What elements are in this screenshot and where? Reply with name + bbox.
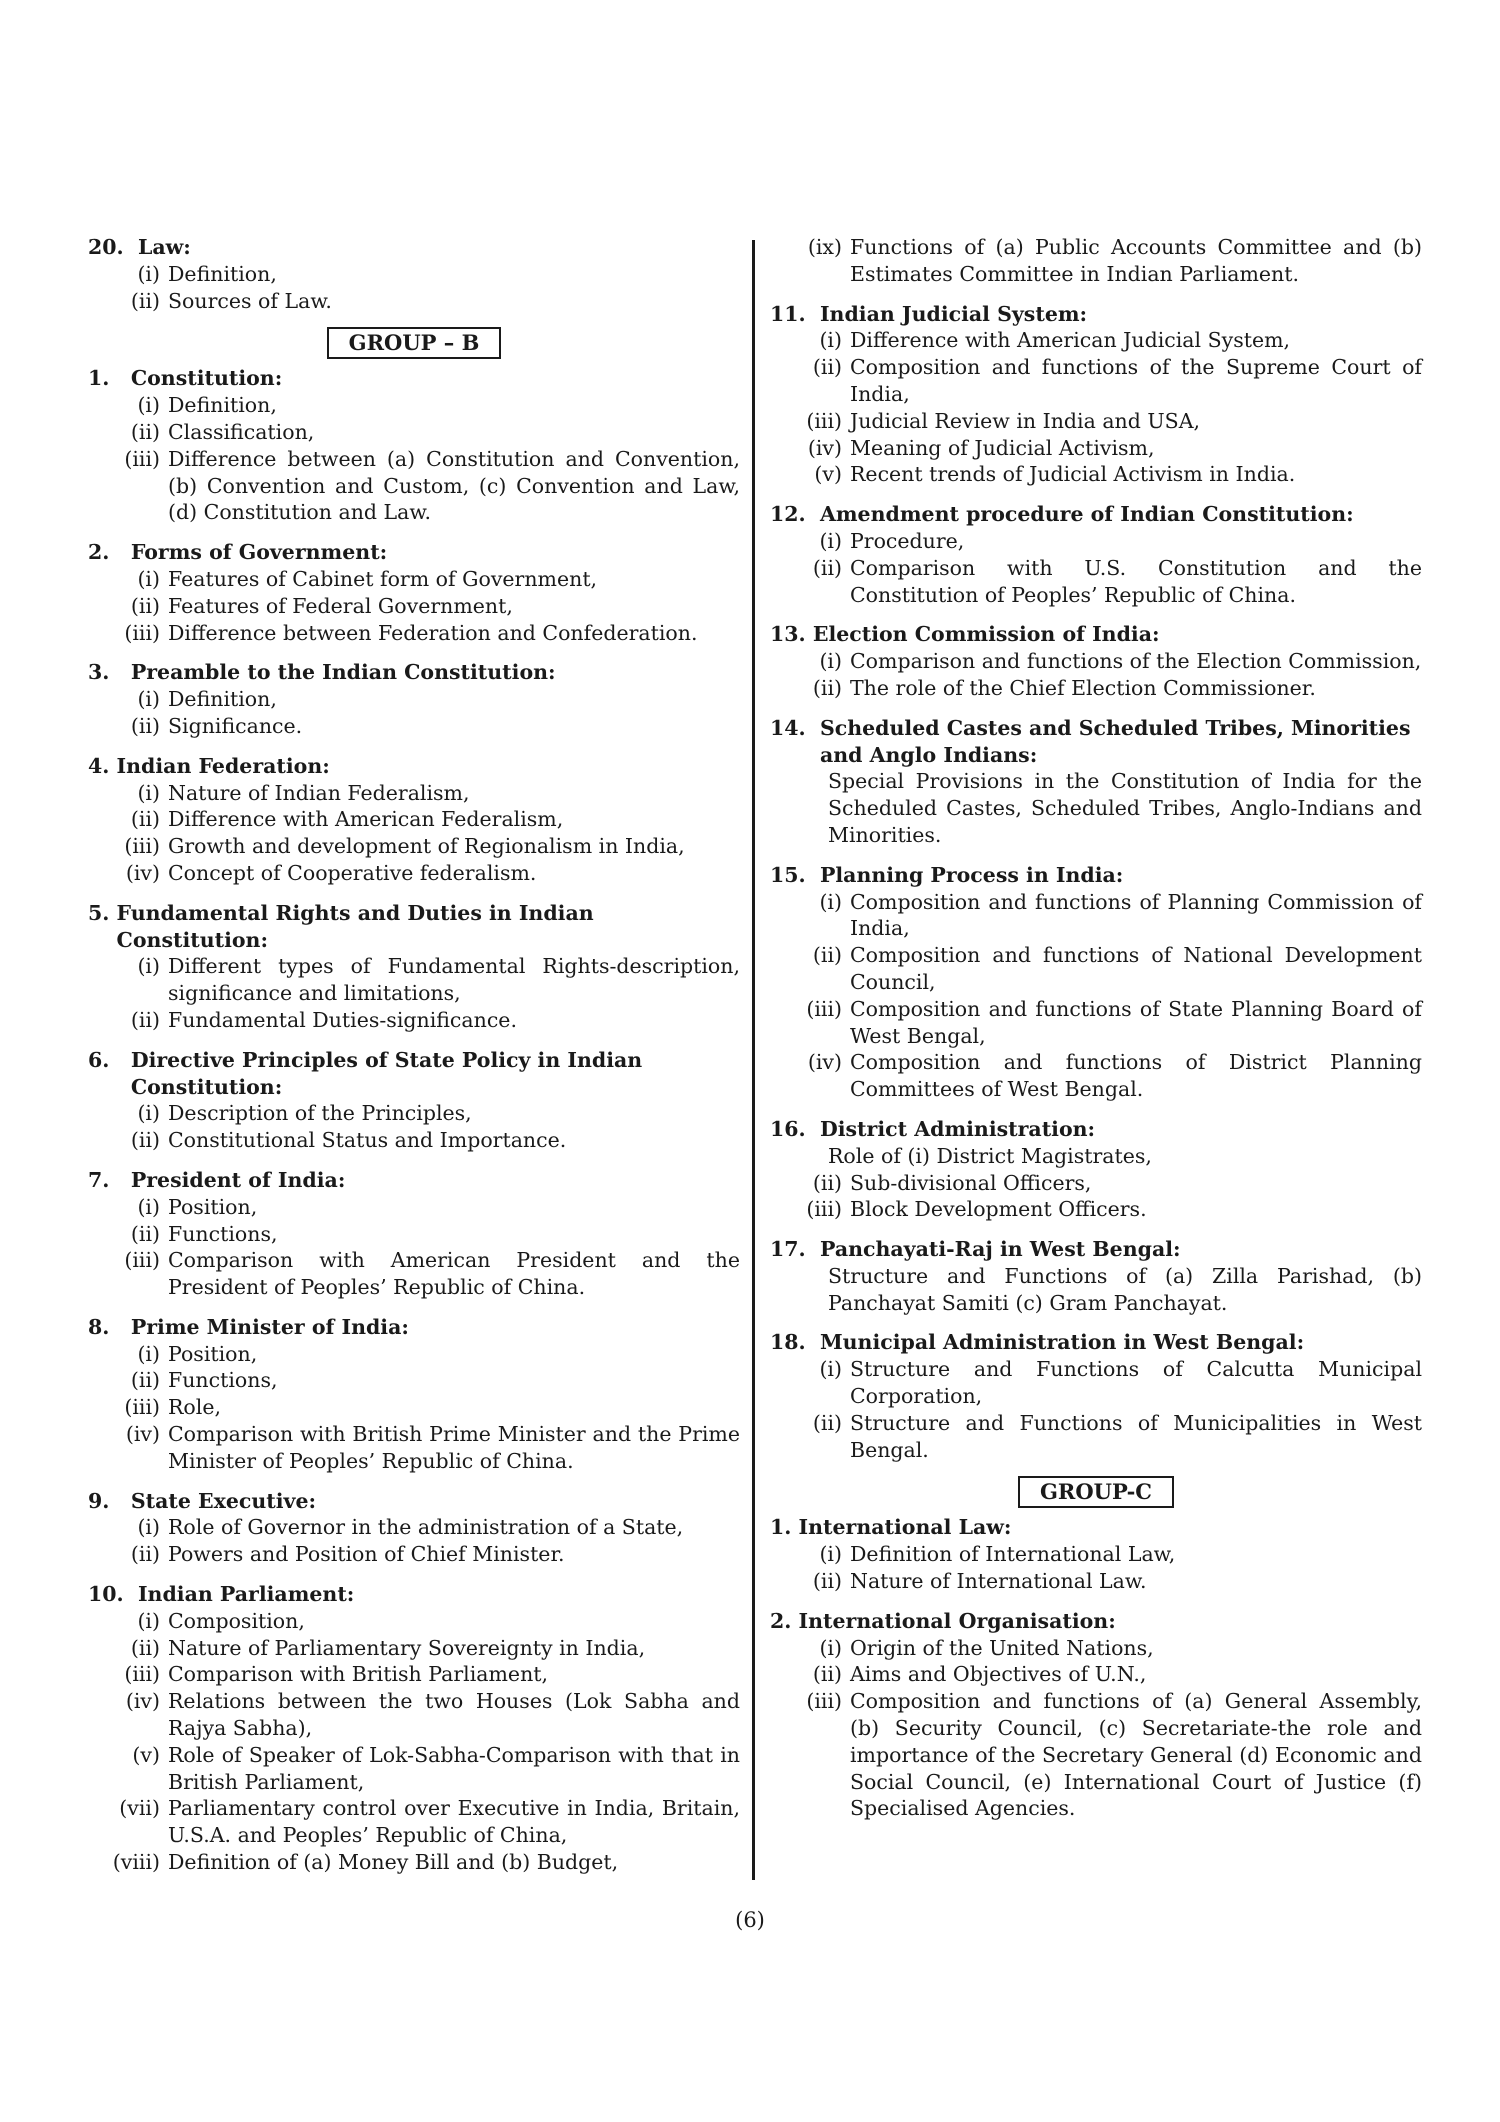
item-text: Composition,	[168, 1608, 305, 1633]
item-text: Aims and Objectives of U.N.,	[850, 1662, 1147, 1687]
list-item	[88, 620, 740, 647]
section	[770, 1116, 1422, 1223]
section-number: 1.	[770, 1515, 799, 1540]
item-numeral: (ii)	[812, 1410, 842, 1435]
item-text: Concept of Cooperative federalism.	[168, 860, 537, 885]
section-heading	[770, 301, 1422, 328]
section-title: Panchayati-Raj in West Bengal:	[819, 1237, 1181, 1262]
list-item	[88, 288, 740, 315]
item-text: Significance.	[168, 713, 303, 738]
section	[770, 1236, 1422, 1316]
list-item	[770, 435, 1422, 462]
item-text: Functions,	[168, 1221, 278, 1246]
section	[770, 621, 1422, 701]
section-heading	[770, 501, 1422, 528]
item-text: Block Development Officers.	[850, 1197, 1147, 1222]
section-number: 18.	[770, 1330, 820, 1355]
group-label: GROUP – B	[327, 327, 502, 359]
section-heading	[770, 621, 1422, 648]
section-heading	[88, 539, 740, 566]
item-text: Composition and functions of National Development Council,	[850, 943, 1422, 994]
section-title: Scheduled Castes and Scheduled Tribes, Minorities and Anglo Indians:	[819, 715, 1411, 767]
item-numeral: (v)	[132, 1742, 160, 1767]
section-heading	[770, 1329, 1422, 1356]
list-item	[770, 1688, 1422, 1822]
section-title: Indian Federation:	[116, 753, 330, 778]
item-text: Constitutional Status and Importance.	[168, 1128, 567, 1153]
section-text: Special Provisions in the Constitution of India for the Scheduled Castes, Scheduled Tribes, Anglo-Indians and Minorities.	[828, 769, 1422, 847]
item-numeral: (i)	[819, 649, 842, 674]
item-numeral: (ii)	[812, 943, 842, 968]
section-number: 5.	[88, 900, 117, 925]
item-text: Procedure,	[850, 528, 965, 553]
list-item	[770, 555, 1422, 609]
section-number: 6.	[88, 1047, 131, 1072]
section-number: 14.	[770, 715, 820, 740]
item-text: Composition and functions of the Supreme Court of India,	[850, 355, 1422, 406]
item-numeral: (i)	[819, 1635, 842, 1660]
list-item	[770, 234, 1422, 288]
item-text: Functions of (a) Public Accounts Committee and (b) Estimates Committee in Indian Parliament.	[850, 235, 1422, 286]
list-item	[770, 1049, 1422, 1103]
item-text: Difference between (a) Constitution and Convention, (b) Convention and Custom, (c) Convention and Law, (d) Constitution and Law.	[168, 446, 740, 525]
list-item	[770, 1196, 1422, 1223]
item-text: Classification,	[168, 419, 315, 444]
list-item	[88, 1635, 740, 1662]
section-number: 16.	[770, 1116, 820, 1141]
item-text: Description of the Principles,	[168, 1101, 472, 1126]
group-label: GROUP-C	[1018, 1476, 1174, 1508]
item-text: Comparison with British Parliament,	[168, 1662, 549, 1687]
list-item	[88, 1608, 740, 1635]
section-number: 7.	[88, 1167, 131, 1192]
item-numeral: (i)	[819, 1542, 842, 1567]
column-divider	[752, 240, 755, 1880]
section-title: Law:	[137, 235, 191, 259]
item-numeral: (ii)	[130, 288, 160, 313]
item-text: Recent trends of Judicial Activism in India.	[850, 462, 1296, 487]
list-item	[770, 889, 1422, 943]
item-text: Position,	[168, 1341, 258, 1366]
section	[88, 900, 740, 1034]
section-heading	[770, 862, 1422, 889]
list-item	[88, 392, 740, 419]
list-item	[770, 675, 1422, 702]
item-numeral: (i)	[137, 1515, 160, 1540]
list-item	[88, 806, 740, 833]
item-text: Origin of the United Nations,	[850, 1635, 1154, 1660]
section-heading	[770, 1608, 1422, 1635]
item-numeral: (i)	[819, 889, 842, 914]
section-heading	[88, 1488, 740, 1515]
section	[88, 659, 740, 739]
list-item	[770, 942, 1422, 996]
item-text: The role of the Chief Election Commissioner.	[850, 675, 1316, 700]
item-numeral: (ii)	[812, 1662, 842, 1687]
list-item	[88, 780, 740, 807]
list-item	[770, 1410, 1422, 1464]
item-text: Nature of International Law.	[850, 1569, 1147, 1594]
section-title: Municipal Administration in West Bengal:	[819, 1330, 1305, 1355]
item-numeral: (iii)	[806, 408, 842, 433]
item-numeral: (ii)	[130, 1128, 160, 1153]
page-number: (6)	[735, 1908, 765, 1932]
section-title: Constitution:	[130, 366, 283, 391]
section-number: 9.	[88, 1488, 131, 1513]
section-text: Structure and Functions of (a) Zilla Parishad, (b) Panchayat Samiti (c) Gram Panchayat.	[828, 1263, 1422, 1315]
section-number: 15.	[770, 862, 820, 887]
section-title: President of India:	[130, 1167, 346, 1192]
section-heading	[88, 753, 740, 780]
list-item	[770, 327, 1422, 354]
list-item	[88, 1688, 740, 1742]
item-text: Features of Cabinet form of Government,	[168, 566, 598, 591]
item-text: Definition of (a) Money Bill and (b) Budget,	[168, 1850, 619, 1875]
item-text: Parliamentary control over Executive in India, Britain, U.S.A. and Peoples’ Republic of China,	[168, 1796, 740, 1848]
section	[88, 1488, 740, 1568]
item-text: Comparison with American President and the President of Peoples’ Republic of China.	[168, 1248, 740, 1300]
item-numeral: (i)	[819, 528, 842, 553]
section-number: 12.	[770, 502, 820, 527]
list-item	[88, 953, 740, 1007]
item-numeral: (iii)	[124, 1395, 160, 1420]
item-numeral: (ii)	[130, 593, 160, 618]
list-item	[88, 1541, 740, 1568]
item-text: Meaning of Judicial Activism,	[850, 435, 1155, 460]
section	[770, 862, 1422, 1103]
section	[88, 234, 740, 314]
item-text: Comparison with British Prime Minister and the Prime Minister of Peoples’ Republic of China.	[168, 1422, 740, 1473]
item-text: Features of Federal Government,	[168, 593, 513, 618]
section	[88, 539, 740, 646]
item-numeral: (i)	[137, 1341, 160, 1366]
section-heading	[88, 1314, 740, 1341]
section-title: Forms of Government:	[130, 540, 388, 565]
left-column	[88, 234, 740, 1889]
section-number: 2.	[770, 1608, 799, 1633]
section	[770, 501, 1422, 608]
section-title: International Law:	[798, 1515, 1012, 1540]
item-text: Relations between the two Houses (Lok Sabha and Rajya Sabha),	[168, 1689, 740, 1741]
item-numeral: (ii)	[812, 675, 842, 700]
list-item	[88, 1007, 740, 1034]
list-item	[88, 1849, 740, 1876]
section-heading	[88, 1047, 740, 1101]
item-numeral: (ii)	[812, 355, 842, 380]
section-heading	[88, 659, 740, 686]
list-item	[88, 1421, 740, 1475]
list-item	[770, 354, 1422, 408]
list-item	[88, 261, 740, 288]
item-text: Different types of Fundamental Rights-description, significance and limitations,	[168, 954, 740, 1006]
list-item	[88, 833, 740, 860]
section	[770, 1514, 1422, 1594]
item-numeral: (i)	[137, 780, 160, 805]
item-numeral: (i)	[137, 1608, 160, 1633]
section-title: Preamble to the Indian Constitution:	[130, 660, 556, 685]
section-heading	[88, 365, 740, 392]
list-item	[88, 1194, 740, 1221]
list-item	[88, 1341, 740, 1368]
section	[88, 1167, 740, 1301]
item-numeral: (vii)	[119, 1796, 160, 1821]
item-text: Functions,	[168, 1368, 278, 1393]
section-heading	[88, 234, 740, 261]
section-title: Fundamental Rights and Duties in Indian Constitution:	[116, 900, 594, 952]
item-numeral: (v)	[814, 462, 842, 487]
item-text: Structure and Functions of Municipalities in West Bengal.	[850, 1410, 1422, 1462]
item-numeral: (i)	[137, 1194, 160, 1219]
item-numeral: (ii)	[812, 555, 842, 580]
section-number: 20.	[88, 235, 138, 259]
item-numeral: (i)	[137, 1101, 160, 1126]
item-text: Definition of International Law,	[850, 1542, 1176, 1567]
list-item	[88, 1661, 740, 1688]
section-number: 3.	[88, 660, 131, 685]
section	[88, 1581, 740, 1876]
section-heading	[770, 1116, 1422, 1143]
section-number: 2.	[88, 540, 131, 565]
list-item	[770, 461, 1422, 488]
item-text: Composition and functions of Planning Commission of India,	[850, 889, 1422, 941]
list-item	[770, 1661, 1422, 1688]
section-heading	[770, 715, 1422, 769]
item-text: Role of Speaker of Lok-Sabha-Comparison with that in British Parliament,	[168, 1742, 740, 1794]
item-numeral: (i)	[137, 954, 160, 979]
item-numeral: (ix)	[807, 235, 842, 259]
item-numeral: (i)	[137, 261, 160, 286]
item-text: Position,	[168, 1194, 258, 1219]
section-title: Amendment procedure of Indian Constitution:	[819, 502, 1354, 527]
item-text: Definition,	[168, 261, 277, 286]
item-numeral: (iv)	[807, 1050, 842, 1075]
section-title: Indian Judicial System:	[819, 301, 1088, 326]
section-heading	[88, 1167, 740, 1194]
list-item	[88, 1742, 740, 1796]
item-numeral: (ii)	[130, 1368, 160, 1393]
item-text: Difference with American Judicial System,	[850, 328, 1291, 353]
item-text: Growth and development of Regionalism in India,	[168, 834, 685, 859]
item-numeral: (iii)	[124, 834, 160, 859]
item-numeral: (iv)	[807, 435, 842, 460]
item-text: Composition and functions of (a) General Assembly, (b) Security Council, (c) Secretariate-the role and importance of the Secretary General (d) Economic and Social Council, (e) International Court of Justice (f) Specialised Agencies.	[850, 1689, 1422, 1821]
list-item	[88, 1514, 740, 1541]
list-item	[88, 419, 740, 446]
section-title: District Administration:	[819, 1116, 1096, 1141]
section	[88, 365, 740, 526]
item-numeral: (ii)	[130, 713, 160, 738]
item-text: Role of Governor in the administration of a State,	[168, 1515, 684, 1540]
item-numeral: (ii)	[130, 1007, 160, 1032]
item-numeral: (iii)	[806, 996, 842, 1021]
item-numeral: (i)	[137, 687, 160, 712]
item-text: Comparison and functions of the Election Commission,	[850, 649, 1422, 674]
section-heading	[88, 1581, 740, 1608]
list-item	[88, 686, 740, 713]
item-numeral: (i)	[137, 566, 160, 591]
list-item	[770, 1568, 1422, 1595]
item-numeral: (iv)	[125, 1422, 160, 1447]
list-item	[88, 1221, 740, 1248]
item-text: Structure and Functions of Calcutta Municipal Corporation,	[850, 1357, 1422, 1409]
section	[770, 301, 1422, 489]
item-numeral: (ii)	[130, 1221, 160, 1246]
section-number: 4.	[88, 753, 117, 778]
item-numeral: (ii)	[130, 807, 160, 832]
item-text: Sub-divisional Officers,	[850, 1170, 1092, 1195]
section-number: 8.	[88, 1314, 131, 1339]
section	[770, 1329, 1422, 1463]
item-text: Role,	[168, 1395, 221, 1420]
item-numeral: (i)	[819, 1357, 842, 1382]
list-item	[88, 1100, 740, 1127]
list-item	[770, 408, 1422, 435]
list-item	[88, 446, 740, 526]
item-text: Fundamental Duties-significance.	[168, 1007, 517, 1032]
section-heading	[88, 900, 740, 954]
item-numeral: (iii)	[806, 1689, 842, 1714]
list-item	[88, 593, 740, 620]
section	[88, 1047, 740, 1154]
item-text: Definition,	[168, 687, 277, 712]
item-numeral: (iii)	[124, 1662, 160, 1687]
item-numeral: (ii)	[812, 1569, 842, 1594]
list-item	[770, 1635, 1422, 1662]
section-title: International Organisation:	[798, 1608, 1116, 1633]
section-title: Prime Minister of India:	[130, 1314, 409, 1339]
item-text: Difference with American Federalism,	[168, 807, 564, 832]
item-numeral: (iii)	[124, 1248, 160, 1273]
section-title: Planning Process in India:	[819, 862, 1124, 887]
group-heading	[88, 327, 740, 359]
item-text: Powers and Position of Chief Minister.	[168, 1542, 565, 1567]
item-text: Nature of Indian Federalism,	[168, 780, 470, 805]
section	[770, 715, 1422, 849]
section-number: 13.	[770, 622, 813, 647]
section-title: State Executive:	[130, 1488, 317, 1513]
list-item	[88, 1394, 740, 1421]
item-numeral: (ii)	[130, 419, 160, 444]
section-title: Indian Parliament:	[137, 1582, 355, 1607]
item-numeral: (iii)	[124, 620, 160, 645]
section-lead-text: Role of (i) District Magistrates,	[828, 1143, 1152, 1168]
section-heading	[770, 1236, 1422, 1263]
list-item	[88, 1795, 740, 1849]
right-column	[770, 234, 1422, 1835]
group-heading	[770, 1476, 1422, 1508]
item-text: Difference between Federation and Confederation.	[168, 620, 698, 645]
list-item	[88, 860, 740, 887]
item-numeral: (ii)	[130, 1542, 160, 1567]
list-item	[88, 566, 740, 593]
item-numeral: (iii)	[124, 446, 160, 471]
item-text: Nature of Parliamentary Sovereignty in India,	[168, 1635, 646, 1660]
section-number: 17.	[770, 1237, 820, 1262]
item-numeral: (ii)	[812, 1170, 842, 1195]
list-item	[88, 1127, 740, 1154]
section-title: Election Commission of India:	[812, 622, 1160, 647]
item-numeral: (i)	[137, 393, 160, 418]
item-text: Comparison with U.S. Constitution and the Constitution of Peoples’ Republic of China.	[850, 555, 1422, 607]
list-item	[770, 648, 1422, 675]
section	[88, 1314, 740, 1475]
section-number: 1.	[88, 366, 131, 391]
list-item	[770, 1356, 1422, 1410]
item-text: Composition and functions of District Planning Committees of West Bengal.	[850, 1050, 1422, 1102]
section-number: 11.	[770, 301, 820, 326]
list-item	[88, 1247, 740, 1301]
section-number: 10.	[88, 1582, 138, 1607]
item-text: Definition,	[168, 393, 277, 418]
list-item	[88, 1367, 740, 1394]
section-heading	[770, 1514, 1422, 1541]
item-numeral: (i)	[819, 328, 842, 353]
item-numeral: (ii)	[130, 1635, 160, 1660]
item-numeral: (iv)	[125, 1689, 160, 1714]
item-numeral: (viii)	[112, 1850, 160, 1875]
item-numeral: (iii)	[806, 1197, 842, 1222]
list-item	[770, 1170, 1422, 1197]
item-numeral: (iv)	[125, 860, 160, 885]
item-text: Sources of Law.	[168, 288, 332, 313]
section	[770, 1608, 1422, 1822]
item-text: Composition and functions of State Planning Board of West Bengal,	[850, 996, 1422, 1048]
list-item	[88, 713, 740, 740]
item-text: Judicial Review in India and USA,	[850, 408, 1201, 433]
list-item	[770, 528, 1422, 555]
list-item	[770, 996, 1422, 1050]
section	[88, 753, 740, 887]
section	[770, 234, 1422, 288]
section-title: Directive Principles of State Policy in Indian Constitution:	[130, 1047, 643, 1099]
list-item	[770, 1541, 1422, 1568]
